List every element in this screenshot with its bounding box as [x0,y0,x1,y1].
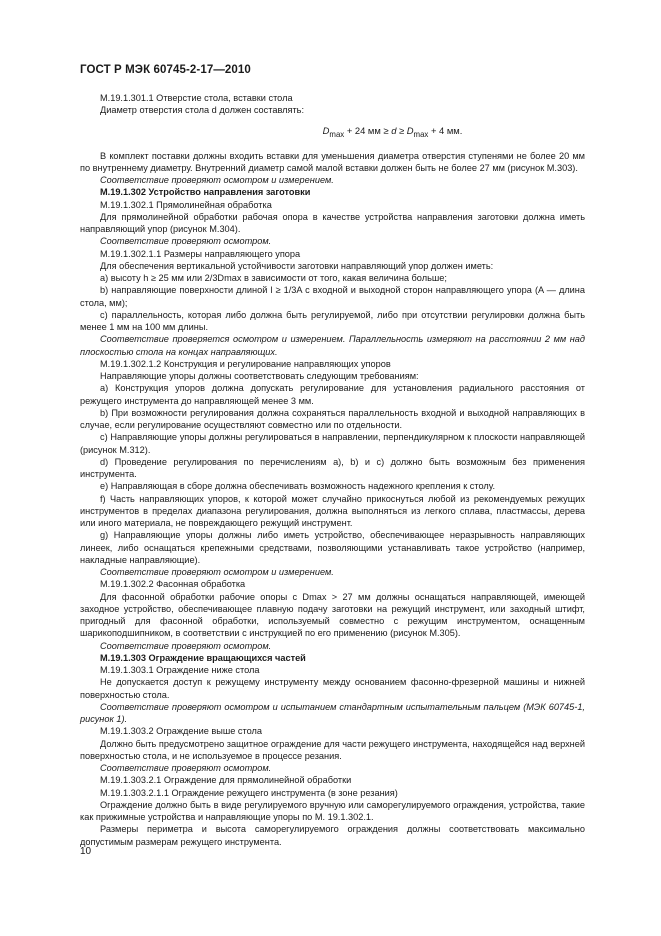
subsection-heading: М.19.1.302.1.1 Размеры направляющего упора [100,248,301,259]
subsection-heading: М.19.1.302.1 Прямолинейная обработка [100,199,272,210]
subsection-heading: М.19.1.303.2.1.1 Ограждение режущего инструмента (в зоне резания) [100,787,398,798]
compliance-note: Соответствие проверяют осмотром и испытанием стандартным испытательным пальцем (МЭК 60745-1, рисунок 1). [80,701,585,725]
list-item: g) Направляющие упоры должны либо иметь устройство, обеспечивающее неразрывность направляющих линеек, либо оснащаться крепежными средствами, позволяющими устанавливать такое устройство (например, накладные направляющие). [80,530,585,565]
paragraph: Для обеспечения вертикальной устойчивости заготовки направляющий упор должен иметь: [100,260,494,271]
paragraph: Размеры периметра и высота саморегулируемого ограждения должны соответствовать максимально допустимым размерам режущего инструмента. [80,824,585,847]
section-heading: М.19.1.303 Ограждение вращающихся частей [100,652,306,663]
standard-header: ГОСТ Р МЭК 60745-2-17—2010 [80,64,251,76]
list-item: e) Направляющая в сборе должна обеспечивать возможность надежного крепления к столу. [100,481,496,492]
subsection-heading: М.19.1.303.2 Ограждение выше стола [100,726,262,737]
subsection-heading: М.19.1.302.1.2 Конструкция и регулирование направляющих упоров [100,358,391,369]
compliance-note: Соответствие проверяют осмотром и измерением. [100,567,334,578]
subsection-heading: М.19.1.303.1 Ограждение ниже стола [100,665,260,676]
list-item: c) Направляющие упоры должны регулироваться в направлении, перпендикулярном к плоскости направляющей (рисунок М.312). [80,432,585,455]
compliance-note: Соответствие проверяют осмотром. [100,763,272,774]
compliance-note: Соответствие проверяется осмотром и измерением. Параллельность измеряют на расстоянии 2 мм над плоскостью стола на концах направляющих. [80,334,585,357]
list-item: f) Часть направляющих упоров, к которой может случайно прикоснуться любой из рекомендуемых режущих инструментов в пределах диапазона регулирования, должна выполняться из легкого сплава, пластмассы, дерева или иного материала, не повреждающего режущий инструмент. [80,493,585,529]
document-body [80,92,585,848]
list-item: b) При возможности регулирования должна сохраняться параллельность входной и выходной направляющих в случае, если регулирование осуществляют совместно или по отдельности. [80,407,585,431]
list-item: b) направляющие поверхности длиной l ≥ 1/3A с входной и выходной сторон направляющего упора (A — длина стола, мм); [80,285,585,308]
list-item: a) Конструкция упоров должна допускать регулирование для установления радиального расстояния от режущего инструмента до направляющей менее 3 мм. [80,383,585,406]
list-item: d) Проведение регулирования по перечислениям a), b) и c) должно быть возможным без применения инструмента. [80,456,585,480]
section-heading: М.19.1.301.1 Отверстие стола, вставки стола [100,93,293,103]
subsection-heading: М.19.1.302.2 Фасонная обработка [100,579,246,590]
paragraph: Ограждение должно быть в виде регулируемого вручную или саморегулируемого ограждения, устройства, такие как прижимные устройства и направляющие упоры по М. 19.1.302.1. [80,799,585,823]
compliance-note: Соответствие проверяют осмотром. [100,640,272,651]
paragraph: В комплект поставки должны входить вставки для уменьшения диаметра отверстия ступенями не более 20 мм по внутреннему диаметру. Внутренний диаметр самой малой вставки должен быть не более 27 мм (рисунок М.303). [80,150,585,173]
subsection-heading: М.19.1.303.2.1 Ограждение для прямолинейной обработки [100,775,352,786]
paragraph: Должно быть предусмотрено защитное ограждение для части режущего инструмента, находящейся над верхней поверхностью стола, и не используемое в процессе резания. [80,738,585,761]
compliance-note: Соответствие проверяют осмотром и измерением. [100,175,334,186]
list-item: a) высоту h ≥ 25 мм или 2/3Dmax в зависимости от того, какая величина больше; [100,273,447,284]
page-number: 10 [80,846,92,857]
paragraph: Для прямолинейной обработки рабочая опора в качестве устройства направления заготовки должна иметь направляющий упор (рисунок М.304). [80,211,585,235]
compliance-note: Соответствие проверяют осмотром. [100,236,272,247]
section-heading: М.19.1.302 Устройство направления заготовки [100,187,311,198]
list-item: c) параллельность, которая либо должна быть регулируемой, либо при отсутствии регулировки должна быть менее 1 мм на 100 мм длины. [80,309,585,333]
paragraph: Направляющие упоры должны соответствовать следующим требованиям: [100,371,419,382]
paragraph: Не допускается доступ к режущему инструменту между основанием фасонно-фрезерной машины и нижней поверхностью стола. [80,677,585,700]
paragraph: Диаметр отверстия стола d должен составлять: [100,105,304,116]
paragraph: Для фасонной обработки рабочие опоры с Dmax > 27 мм должны оснащаться направляющей, имеющей заходное устройство, обеспечивающее плавную подачу заготовки на режущий инструмент, или заходный штифт, пригодный для фасонной обработки, используемый совместно с режущим инструментом, оснащенным шарикоподшипником, в соответствии с инструкцией по его применению (рисунок М.305). [80,591,585,639]
formula: $D_{max} + 24$ мм ≥ $d \ge D_{max} + 4$ мм. [322,124,463,139]
